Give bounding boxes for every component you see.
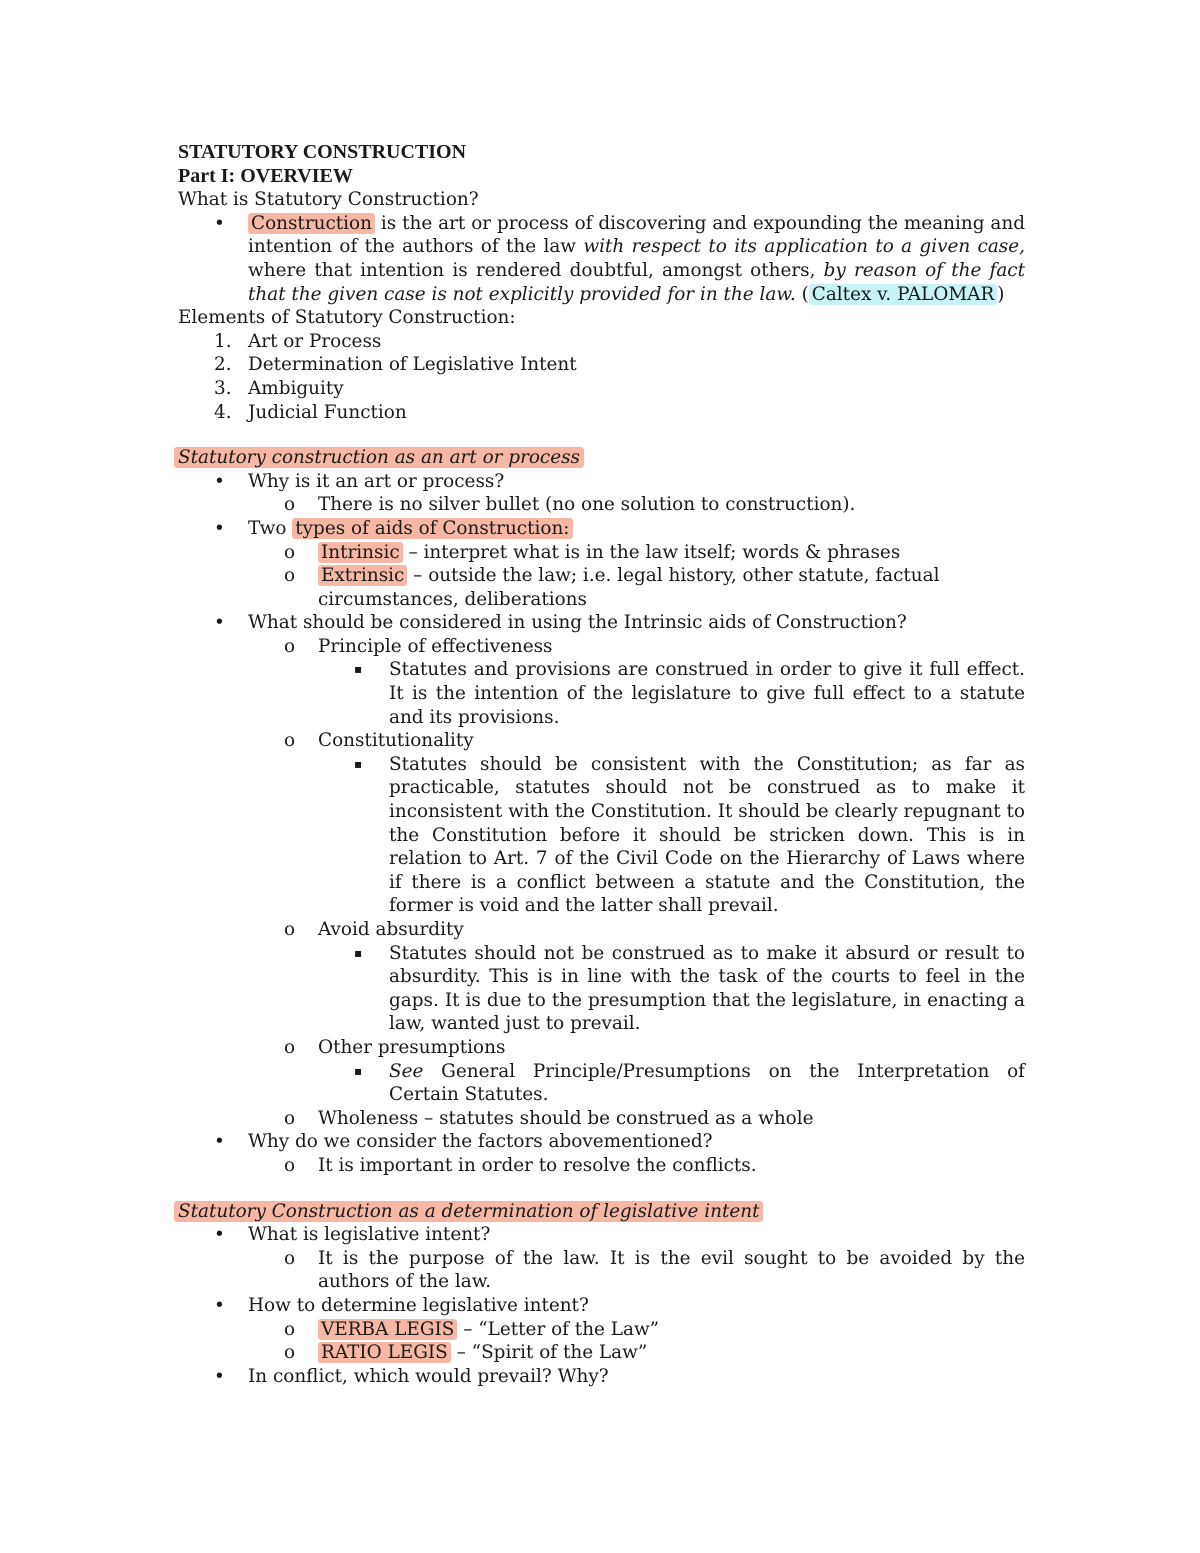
- bullet-marker: •: [214, 612, 225, 634]
- circle-marker: o: [284, 1247, 296, 1269]
- circle-marker: o: [284, 494, 296, 516]
- list-item: [178, 470, 1025, 494]
- list-item: [178, 541, 1025, 565]
- paren-close: ): [997, 283, 1005, 305]
- list-item: [178, 353, 1025, 377]
- list-item-text: Why do we consider the factors abovementioned?: [248, 1131, 713, 1153]
- document-title: STATUTORY CONSTRUCTION: [178, 141, 467, 163]
- list-item: [178, 1154, 1025, 1178]
- list-item-text: What should be considered in using the Intrinsic aids of Construction?: [248, 612, 907, 634]
- list-item-text: – “Spirit of the Law”: [450, 1342, 648, 1364]
- list-item-text: Judicial Function: [248, 401, 407, 423]
- section-heading: Statutory Construction as a determination of legislative intent: [174, 1201, 763, 1222]
- list-item: [178, 493, 1025, 517]
- highlight-construction: Construction: [248, 213, 375, 234]
- see-reference: See: [389, 1060, 424, 1082]
- list-item-text: Determination of Legislative Intent: [248, 354, 577, 376]
- circle-marker: o: [284, 1342, 296, 1364]
- definition-item: [178, 212, 1025, 306]
- highlight-types-of-aids: types of aids of Construction:: [292, 518, 572, 539]
- circle-marker: o: [284, 730, 296, 752]
- list-item: [178, 564, 1025, 611]
- circle-marker: o: [284, 1154, 296, 1176]
- bullet-marker: •: [214, 470, 225, 492]
- list-item-text: Statutes should be consistent with the Constitution; as far as practicable, statutes should not be construed as to make it inconsistent with the Constitution. It should be clearly repugnant to the Constitution before it should be stricken down. This is in relation to Art. 7 of the Civil Code on the Hierarchy of Laws where if there is a conflict between a statute and the Constitution, the former is void and the latter shall prevail.: [389, 753, 1025, 917]
- list-item-text: How to determine legislative intent?: [248, 1294, 589, 1316]
- list-item-text: In conflict, which would prevail? Why?: [248, 1365, 609, 1387]
- list-item-text: Ambiguity: [248, 377, 344, 399]
- bullet-marker: •: [214, 1131, 225, 1153]
- document-body: [178, 141, 1025, 1388]
- list-number: 2.: [214, 354, 232, 376]
- circle-marker: o: [284, 565, 296, 587]
- paren-open: (: [795, 283, 809, 305]
- list-item: [178, 1036, 1025, 1060]
- list-item-text: It is important in order to resolve the conflicts.: [318, 1154, 757, 1176]
- list-item-text: Why is it an art or process?: [248, 470, 505, 492]
- circle-marker: o: [284, 1107, 296, 1129]
- list-item: [178, 1294, 1025, 1318]
- definition-italic-2: by reason of the fact that the given case is not explicitly provided for in the law.: [248, 259, 1025, 305]
- section-art-or-process: [178, 446, 1025, 1177]
- list-item-text: – interpret what is in the law itself; words & phrases: [402, 541, 901, 563]
- list-item: [178, 658, 1025, 729]
- list-item: [178, 942, 1025, 1036]
- list-item-text: Statutes and provisions are construed in order to give it full effect. It is the intention of the legislature to give full effect to a statute and its provisions.: [389, 659, 1025, 728]
- list-item-text: Constitutionality: [318, 730, 474, 752]
- list-item: [178, 1247, 1025, 1294]
- bullet-marker: •: [214, 1365, 225, 1387]
- list-item: [178, 635, 1025, 659]
- definition-text-2: where that intention is rendered doubtful, amongst others,: [248, 259, 824, 281]
- question-what-is: What is Statutory Construction?: [178, 189, 479, 211]
- circle-marker: o: [284, 1036, 296, 1058]
- square-marker: ▪: [354, 662, 363, 677]
- list-item-text: It is the purpose of the law. It is the evil sought to be avoided by the authors of the law.: [318, 1247, 1025, 1293]
- list-item: [178, 1223, 1025, 1247]
- list-number: 4.: [214, 401, 232, 423]
- list-item: [178, 1341, 1025, 1365]
- list-item: [178, 1107, 1025, 1131]
- bullet-marker: •: [214, 1294, 225, 1316]
- list-item: [178, 401, 1025, 425]
- list-item-text: Wholeness – statutes should be construed as a whole: [318, 1107, 814, 1129]
- case-citation: Caltex v. PALOMAR: [809, 284, 998, 305]
- list-item-text: There is no silver bullet (no one solution to construction).: [318, 494, 856, 516]
- circle-marker: o: [284, 919, 296, 940]
- list-item: [178, 330, 1025, 354]
- section-heading: Statutory construction as an art or process: [174, 447, 584, 468]
- list-item-text: General Principle/Presumptions on the Interpretation of Certain Statutes.: [389, 1060, 1025, 1106]
- circle-marker: o: [284, 1318, 296, 1340]
- list-item: [178, 517, 1025, 541]
- elements-heading: Elements of Statutory Construction:: [178, 307, 516, 329]
- list-item-text: What is legislative intent?: [248, 1224, 491, 1246]
- list-item: [178, 729, 1025, 753]
- list-item: [178, 753, 1025, 918]
- list-number: 3.: [214, 377, 232, 399]
- bullet-marker: •: [214, 1224, 225, 1246]
- list-item: [178, 1130, 1025, 1154]
- list-item: [178, 377, 1025, 401]
- bullet-marker: •: [214, 212, 225, 234]
- highlight-extrinsic: Extrinsic: [318, 565, 407, 586]
- part-heading: Part I: OVERVIEW: [178, 164, 353, 187]
- highlight-verba-legis: VERBA LEGIS: [318, 1319, 457, 1340]
- definition-italic-1: with respect to its application to a given case,: [583, 236, 1025, 258]
- list-item: [178, 1365, 1025, 1389]
- list-item: [178, 1318, 1025, 1342]
- list-item-text: Art or Process: [248, 330, 382, 352]
- list-item-text: – “Letter of the Law”: [457, 1318, 660, 1340]
- list-item: [178, 611, 1025, 635]
- list-item-text: – outside the law; i.e. legal history, other statute, factual circumstances, deliberations: [318, 565, 940, 610]
- list-item-text: Principle of effectiveness: [318, 635, 553, 657]
- definition-text-1: is the art or process of discovering and expounding the meaning and intention of the authors of the law: [248, 212, 1025, 258]
- list-item-text: Other presumptions: [318, 1036, 506, 1058]
- square-marker: ▪: [354, 756, 363, 771]
- square-marker: ▪: [354, 945, 363, 960]
- bullet-marker: •: [214, 517, 225, 539]
- highlight-ratio-legis: RATIO LEGIS: [318, 1342, 451, 1363]
- list-number: 1.: [214, 330, 232, 352]
- circle-marker: o: [284, 541, 296, 563]
- highlight-intrinsic: Intrinsic: [318, 542, 403, 563]
- list-item: [178, 918, 1025, 942]
- list-item: [178, 1060, 1025, 1107]
- section-legislative-intent: [178, 1200, 1025, 1389]
- list-item-text: Statutes should not be construed as to make it absurd or result to absurdity. This is in line with the task of the courts to feel in the gaps. It is due to the presumption that the legislature, in enacting a law, wanted just to prevail.: [389, 942, 1025, 1035]
- circle-marker: o: [284, 635, 296, 657]
- square-marker: ▪: [354, 1063, 363, 1078]
- list-item-text: Avoid absurdity: [318, 919, 464, 940]
- list-item-text: Two: [248, 517, 293, 539]
